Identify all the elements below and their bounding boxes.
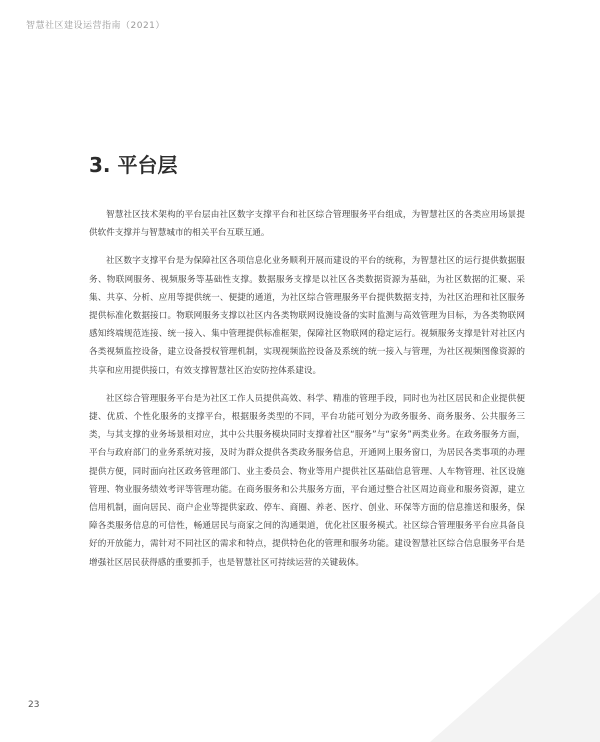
section-title: 3. 平台层 [89, 153, 178, 177]
page-number: 23 [28, 700, 40, 710]
paragraph-digital-support-platform: 社区数字支撑平台是为保障社区各项信息化业务顺利开展而建设的平台的统称，为智慧社区的运行提供数据服务、物联网服务、视频服务等基础性支撑。数据服务支撑是以社区各类数据资源为基础，为社区数据的汇聚、采集、共享、分析、应用等提供统一、便捷的通道，为社区综合管理服务平台提供数据支持，为社区治理和社区服务提供标准化数据接口。物联网服务支撑以社区内各类物联网设施设备的实时监测与高效管理为目标，为各类物联网感知终端规范连接、统一接入、集中管理提供标准框架，保障社区物联网的稳定运行。视频服务支撑是针对社区内各类视频监控设备，建立设备授权管理机制，实现视频监控设备及系统的统一接入与管理，为社区视频图像资源的共享和应用提供接口，有效支撑智慧社区治安防控体系建设。 [89, 256, 525, 376]
decorative-corner-wedge [0, 592, 600, 742]
paragraph-management-service-platform: 社区综合管理服务平台是为社区工作人员提供高效、科学、精准的管理手段，同时也为社区居民和企业提供便捷、优质、个性化服务的支撑平台，根据服务类型的不同，平台功能可划分为政务服务、商务服务、公共服务三类，与其支撑的业务场景相对应，其中公共服务模块同时支撑着社区“服务”与“家务”两类业务。在政务服务方面，平台与政府部门的业务系统对接，及时为群众提供各类政务服务信息，开通网上服务窗口，为居民各类事项的办理提供方便，同时面向社区政务管理部门、业主委员会、物业等用户提供社区基础信息管理、人车物管理、社区设施管理、物业服务绩效考评等管理功能。在商务服务和公共服务方面，平台通过整合社区周边商业和服务资源，建立信用机制，面向居民、商户企业等提供家政、停车、商圈、养老、医疗、创业、环保等方面的信息推送和服务，保障各类服务信息的可信性，畅通居民与商家之间的沟通渠道，优化社区服务模式。社区综合管理服务平台应具备良好的开放能力，需针对不同社区的需求和特点，提供特色化的管理和服务功能。建设智慧社区综合信息服务平台是增强社区居民获得感的重要抓手，也是智慧社区可持续运营的关键载体。 [89, 393, 525, 568]
paragraph-intro: 智慧社区技术架构的平台层由社区数字支撑平台和社区综合管理服务平台组成，为智慧社区的各类应用场景提供软件支撑并与智慧城市的相关平台互联互通。 [89, 210, 525, 239]
body-text [89, 206, 525, 582]
running-header: 智慧社区建设运营指南（2021） [26, 21, 165, 31]
